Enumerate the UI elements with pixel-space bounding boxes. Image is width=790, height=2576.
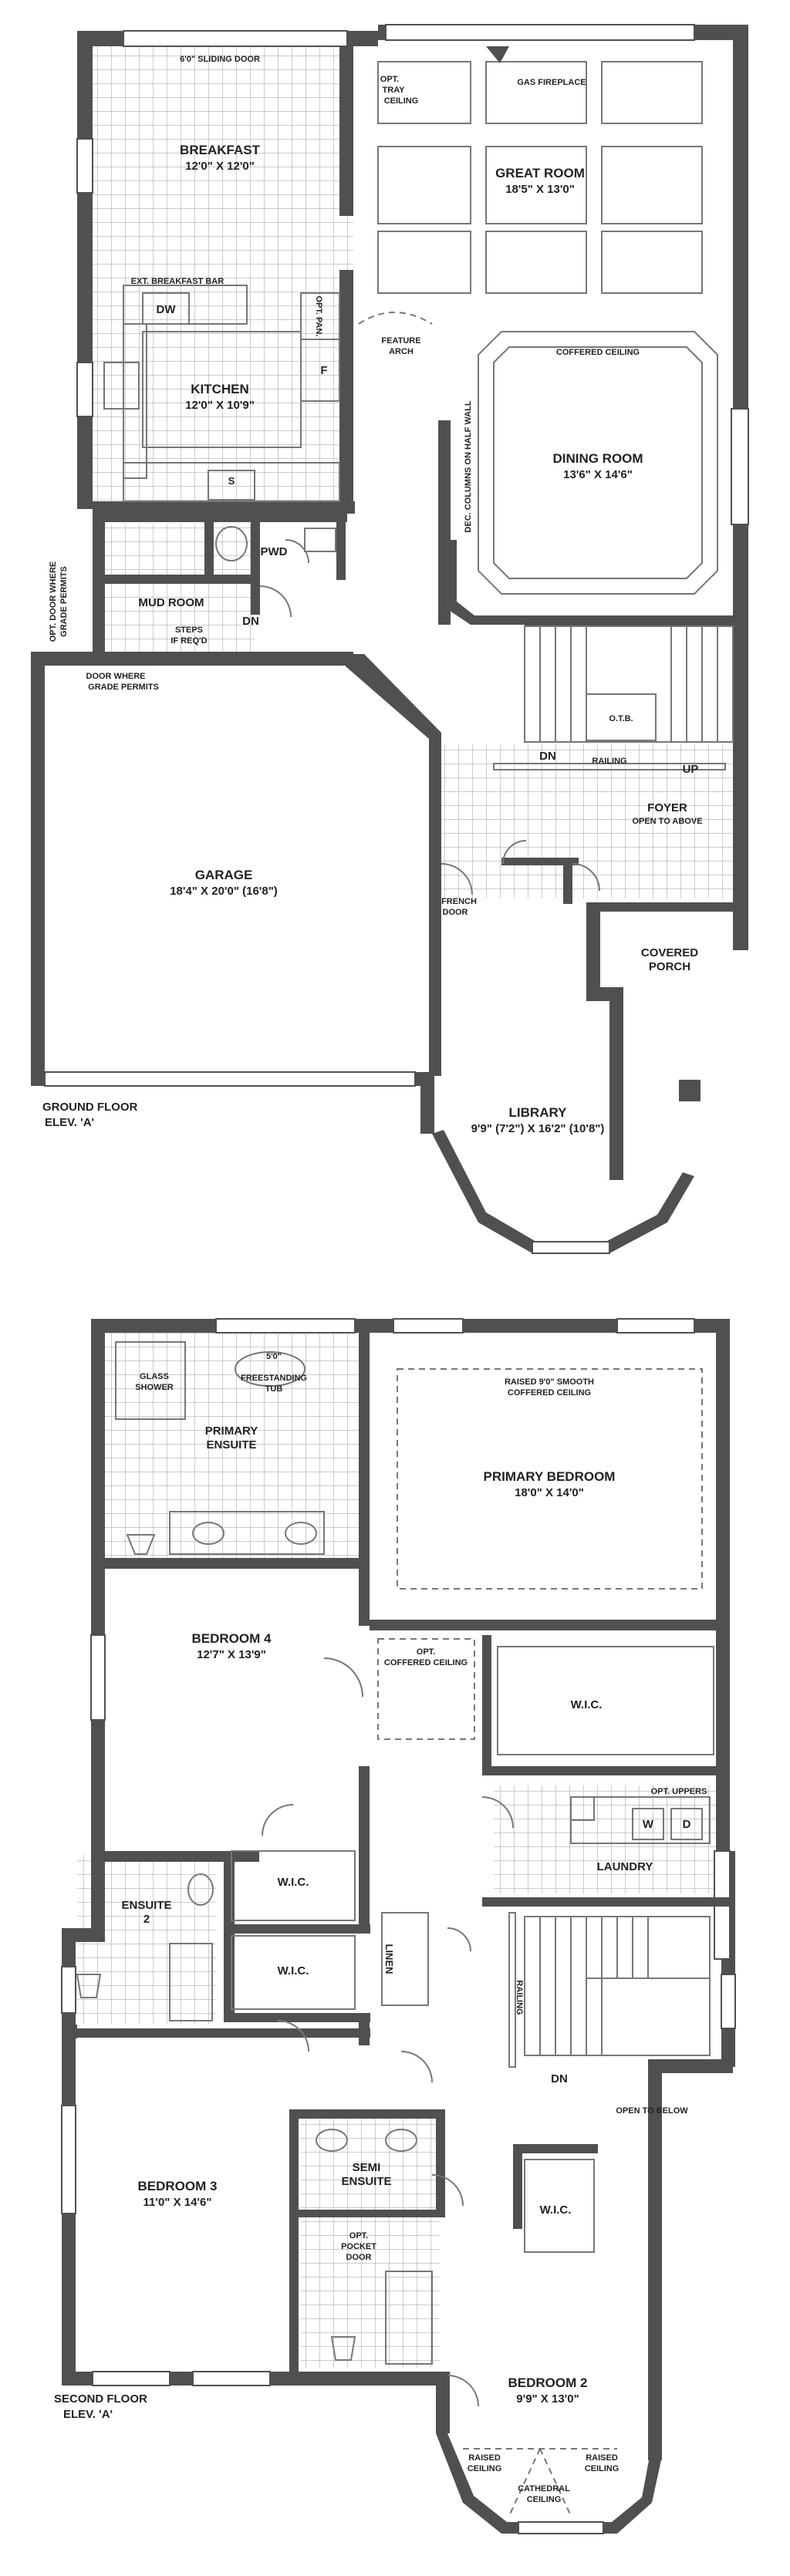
label-semi-ensuite-2: ENSUITE <box>341 2175 392 2188</box>
label-dn-2: DN <box>551 2072 568 2085</box>
label-raised-ceiling-2: COFFERED CEILING <box>507 1388 592 1398</box>
label-sink: S <box>228 475 235 487</box>
second-stairs <box>509 1913 710 2067</box>
label-dryer: D <box>682 1818 691 1831</box>
label-dining-room-size: 13'6" X 14'6" <box>563 468 633 481</box>
label-ensuite2-2: 2 <box>143 1913 150 1926</box>
label-great-room: GREAT ROOM <box>495 166 585 180</box>
label-pwd: PWD <box>260 545 288 558</box>
label-bedroom3: BEDROOM 3 <box>137 2179 218 2193</box>
label-wic-b2: W.I.C. <box>539 2203 572 2217</box>
label-garage: GARAGE <box>194 868 253 882</box>
label-tub-2: FREESTANDING <box>241 1374 307 1383</box>
label-opt-pocket-3: DOOR <box>346 2253 372 2262</box>
label-primary-bedroom: PRIMARY BEDROOM <box>483 1469 616 1484</box>
label-wic-primary: W.I.C. <box>570 1698 603 1711</box>
label-breakfast: BREAKFAST <box>180 143 260 157</box>
second-floor-elevation: ELEV. 'A' <box>63 2408 113 2421</box>
label-breakfast-size: 12'0" X 12'0" <box>185 160 255 173</box>
label-dec-columns: DEC. COLUMNS ON HALF WALL <box>464 400 473 533</box>
label-up: UP <box>682 763 699 776</box>
label-laundry: LAUNDRY <box>596 1860 653 1873</box>
label-great-room-size: 18'5" X 13'0" <box>505 183 575 196</box>
label-cathedral-2: CEILING <box>526 2495 562 2504</box>
wic-primary-shelf <box>498 1647 714 1755</box>
label-primary-bedroom-size: 18'0" X 14'0" <box>515 1486 584 1499</box>
label-raised-l-2: CEILING <box>467 2464 502 2473</box>
label-washer: W <box>642 1818 654 1831</box>
label-dining-room: DINING ROOM <box>552 451 643 466</box>
ground-floor-title: GROUND FLOOR <box>42 1101 138 1114</box>
label-steps-1: STEPS <box>174 625 204 635</box>
label-opt-tray-2: TRAY <box>382 86 405 95</box>
label-feature-arch-1: FEATURE <box>381 336 421 346</box>
label-opt-uppers: OPT. UPPERS <box>650 1787 707 1796</box>
label-door-grade-1: DOOR WHERE <box>86 672 146 681</box>
label-ext-breakfast-bar: EXT. BREAKFAST BAR <box>130 277 225 286</box>
label-cathedral-1: CATHEDRAL <box>518 2484 570 2493</box>
label-door-grade-2: GRADE PERMITS <box>88 683 159 692</box>
label-library: LIBRARY <box>508 1105 567 1120</box>
label-opt-coffered-2: COFFERED CEILING <box>383 1658 468 1667</box>
label-raised-r-2: CEILING <box>584 2464 620 2473</box>
label-dn-stair: DN <box>539 750 556 763</box>
label-foyer: FOYER <box>647 801 687 814</box>
label-railing: RAILING <box>592 757 627 766</box>
label-bedroom4: BEDROOM 4 <box>191 1631 272 1646</box>
second-floor-title: SECOND FLOOR <box>54 2392 147 2406</box>
label-dw: DW <box>156 303 176 316</box>
label-french-door-1: FRENCH <box>441 897 477 906</box>
label-open-to-above: OPEN TO ABOVE <box>632 817 703 826</box>
label-opt-pocket-2: POCKET <box>341 2242 376 2251</box>
label-semi-ensuite-1: SEMI <box>352 2161 381 2174</box>
label-kitchen-size: 12'0" X 10'9" <box>185 399 255 412</box>
label-coffered-ceiling: COFFERED CEILING <box>555 348 640 357</box>
label-sliding-door: 6'0" SLIDING DOOR <box>180 55 260 64</box>
label-opt-tray-1: OPT. <box>380 75 400 84</box>
label-bedroom2: BEDROOM 2 <box>508 2375 588 2390</box>
label-wic-b4: W.I.C. <box>277 1876 309 1889</box>
label-linen: LINEN <box>383 1944 395 1974</box>
label-primary-ensuite-2: ENSUITE <box>206 1438 257 1452</box>
label-dn-mud: DN <box>242 615 259 628</box>
label-opt-coffered-1: OPT. <box>416 1647 436 1657</box>
label-opt-pan: OPT. PAN. <box>314 295 323 337</box>
label-railing-2: RAILING <box>515 1980 524 2015</box>
label-opt-door-2: GRADE PERMITS <box>59 566 69 637</box>
label-glass-shower-1: GLASS <box>140 1372 169 1381</box>
label-garage-size: 18'4" X 20'0" (16'8") <box>170 885 278 898</box>
label-feature-arch-2: ARCH <box>389 347 414 356</box>
label-covered-porch-2: PORCH <box>648 960 691 973</box>
label-tub-1: 5'0" <box>265 1352 282 1361</box>
ground-floor-elevation: ELEV. 'A' <box>45 1116 95 1129</box>
label-opt-door-1: OPT. DOOR WHERE <box>49 561 58 642</box>
label-open-to-below: OPEN TO BELOW <box>616 2106 688 2116</box>
ground-floor-plan <box>31 25 748 1253</box>
label-gas-fireplace: GAS FIREPLACE <box>517 78 586 87</box>
label-mud-room: MUD ROOM <box>138 596 204 609</box>
label-tub-3: TUB <box>265 1384 283 1394</box>
label-french-door-2: DOOR <box>442 908 468 917</box>
label-bedroom4-size: 12'7" X 13'9" <box>197 1648 266 1661</box>
label-opt-tray-3: CEILING <box>383 96 419 106</box>
label-bedroom2-size: 9'9" X 13'0" <box>516 2392 579 2406</box>
label-kitchen: KITCHEN <box>191 382 249 396</box>
second-floor-plan <box>54 1319 735 2534</box>
label-raised-r-1: RAISED <box>586 2453 618 2463</box>
label-library-size: 9'9" (7'2") X 16'2" (10'8") <box>471 1122 605 1135</box>
label-raised-l-1: RAISED <box>468 2453 501 2463</box>
label-bedroom3-size: 11'0" X 14'6" <box>143 2196 212 2209</box>
label-wic-b3: W.I.C. <box>277 1964 309 1978</box>
label-fridge: F <box>320 364 328 377</box>
label-covered-porch-1: COVERED <box>640 946 699 959</box>
label-steps-2: IF REQ'D <box>170 636 208 646</box>
label-raised-ceiling-1: RAISED 9'0" SMOOTH <box>504 1377 595 1387</box>
label-glass-shower-2: SHOWER <box>135 1383 174 1392</box>
label-ensuite2-1: ENSUITE <box>121 1899 172 1912</box>
label-primary-ensuite-1: PRIMARY <box>204 1425 258 1438</box>
label-opt-pocket-1: OPT. <box>349 2231 369 2241</box>
label-otb: O.T.B. <box>609 714 633 723</box>
